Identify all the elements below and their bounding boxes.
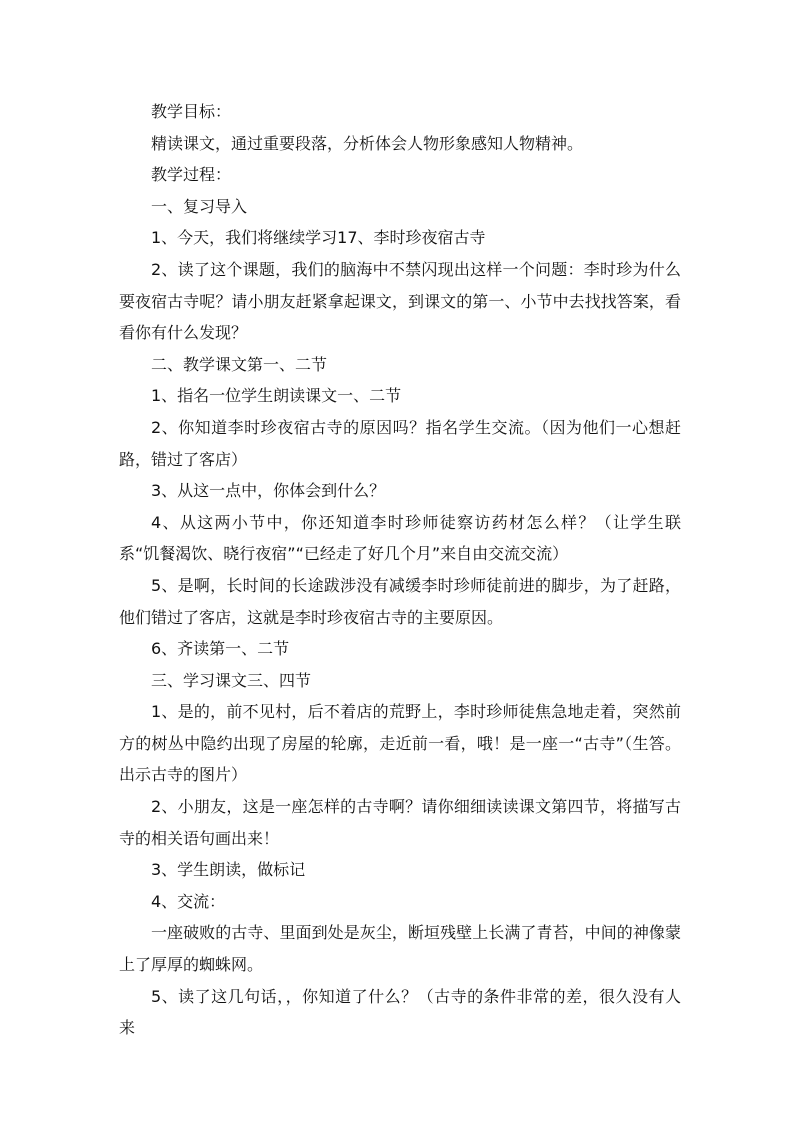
paragraph-item: 1、今天，我们将继续学习17、李时珍夜宿古寺	[151, 228, 486, 248]
paragraph-item: 1、是的，前不见村，后不着店的荒野上，李时珍师徒焦急地走着，突然前方的树丛中隐约出现了房屋的轮廓，走近前一看，哦！是一座一“古寺”（生答。出示古寺的图片）	[119, 702, 681, 785]
paragraph-teaching-process-heading: 教学过程：	[151, 165, 232, 185]
section-heading-lesson-1-2: 二、教学课文第一、二节	[151, 354, 328, 374]
paragraph-item: 一座破败的古寺、里面到处是灰尘，断垣残壁上长满了青苔，中间的神像蒙上了厚厚的蜘蛛网。	[119, 923, 681, 975]
paragraph-item: 4、从这两小节中，你还知道李时珍师徒察访药材怎么样？（让学生联系“饥餐渴饮、晓行夜宿”“已经走了好几个月”来自由交流交流）	[119, 512, 681, 564]
paragraph-item: 5、读了这几句话，，你知道了什么？（古寺的条件非常的差，很久没有人来	[119, 986, 681, 1038]
section-heading-review: 一、复习导入	[151, 196, 248, 216]
paragraph-item: 1、指名一位学生朗读课文一、二节	[151, 386, 402, 406]
paragraph-teaching-goal-heading: 教学目标：	[151, 102, 232, 121]
paragraph-item: 3、从这一点中，你体会到什么？	[151, 481, 386, 501]
paragraph-item: 2、读了这个课题，我们的脑海中不禁闪现出这样一个问题：李时珍为什么要夜宿古寺呢？请小朋友赶紧拿起课文，到课文的第一、小节中去找找答案，看看你有什么发现？	[119, 259, 681, 343]
paragraph-item: 3、学生朗读，做标记	[151, 860, 306, 880]
paragraph-teaching-goal: 精读课文，通过重要段落，分析体会人物形象感知人物精神。	[151, 133, 584, 153]
section-heading-lesson-3-4: 三、学习课文三、四节	[151, 670, 312, 690]
paragraph-item: 4、交流：	[151, 891, 226, 911]
paragraph-item: 6、齐读第一、二节	[151, 639, 290, 659]
paragraph-item: 2、小朋友，这是一座怎样的古寺啊？请你细细读读课文第四节，将描写古寺的相关语句画出来！	[119, 797, 681, 848]
document-page	[119, 96, 681, 1044]
paragraph-item: 2、你知道李时珍夜宿古寺的原因吗？指名学生交流。（因为他们一心想赶路，错过了客店）	[119, 417, 681, 469]
paragraph-item: 5、是啊，长时间的长途跋涉没有减缓李时珍师徒前进的脚步，为了赶路，他们错过了客店，这就是李时珍夜宿古寺的主要原因。	[119, 575, 681, 627]
